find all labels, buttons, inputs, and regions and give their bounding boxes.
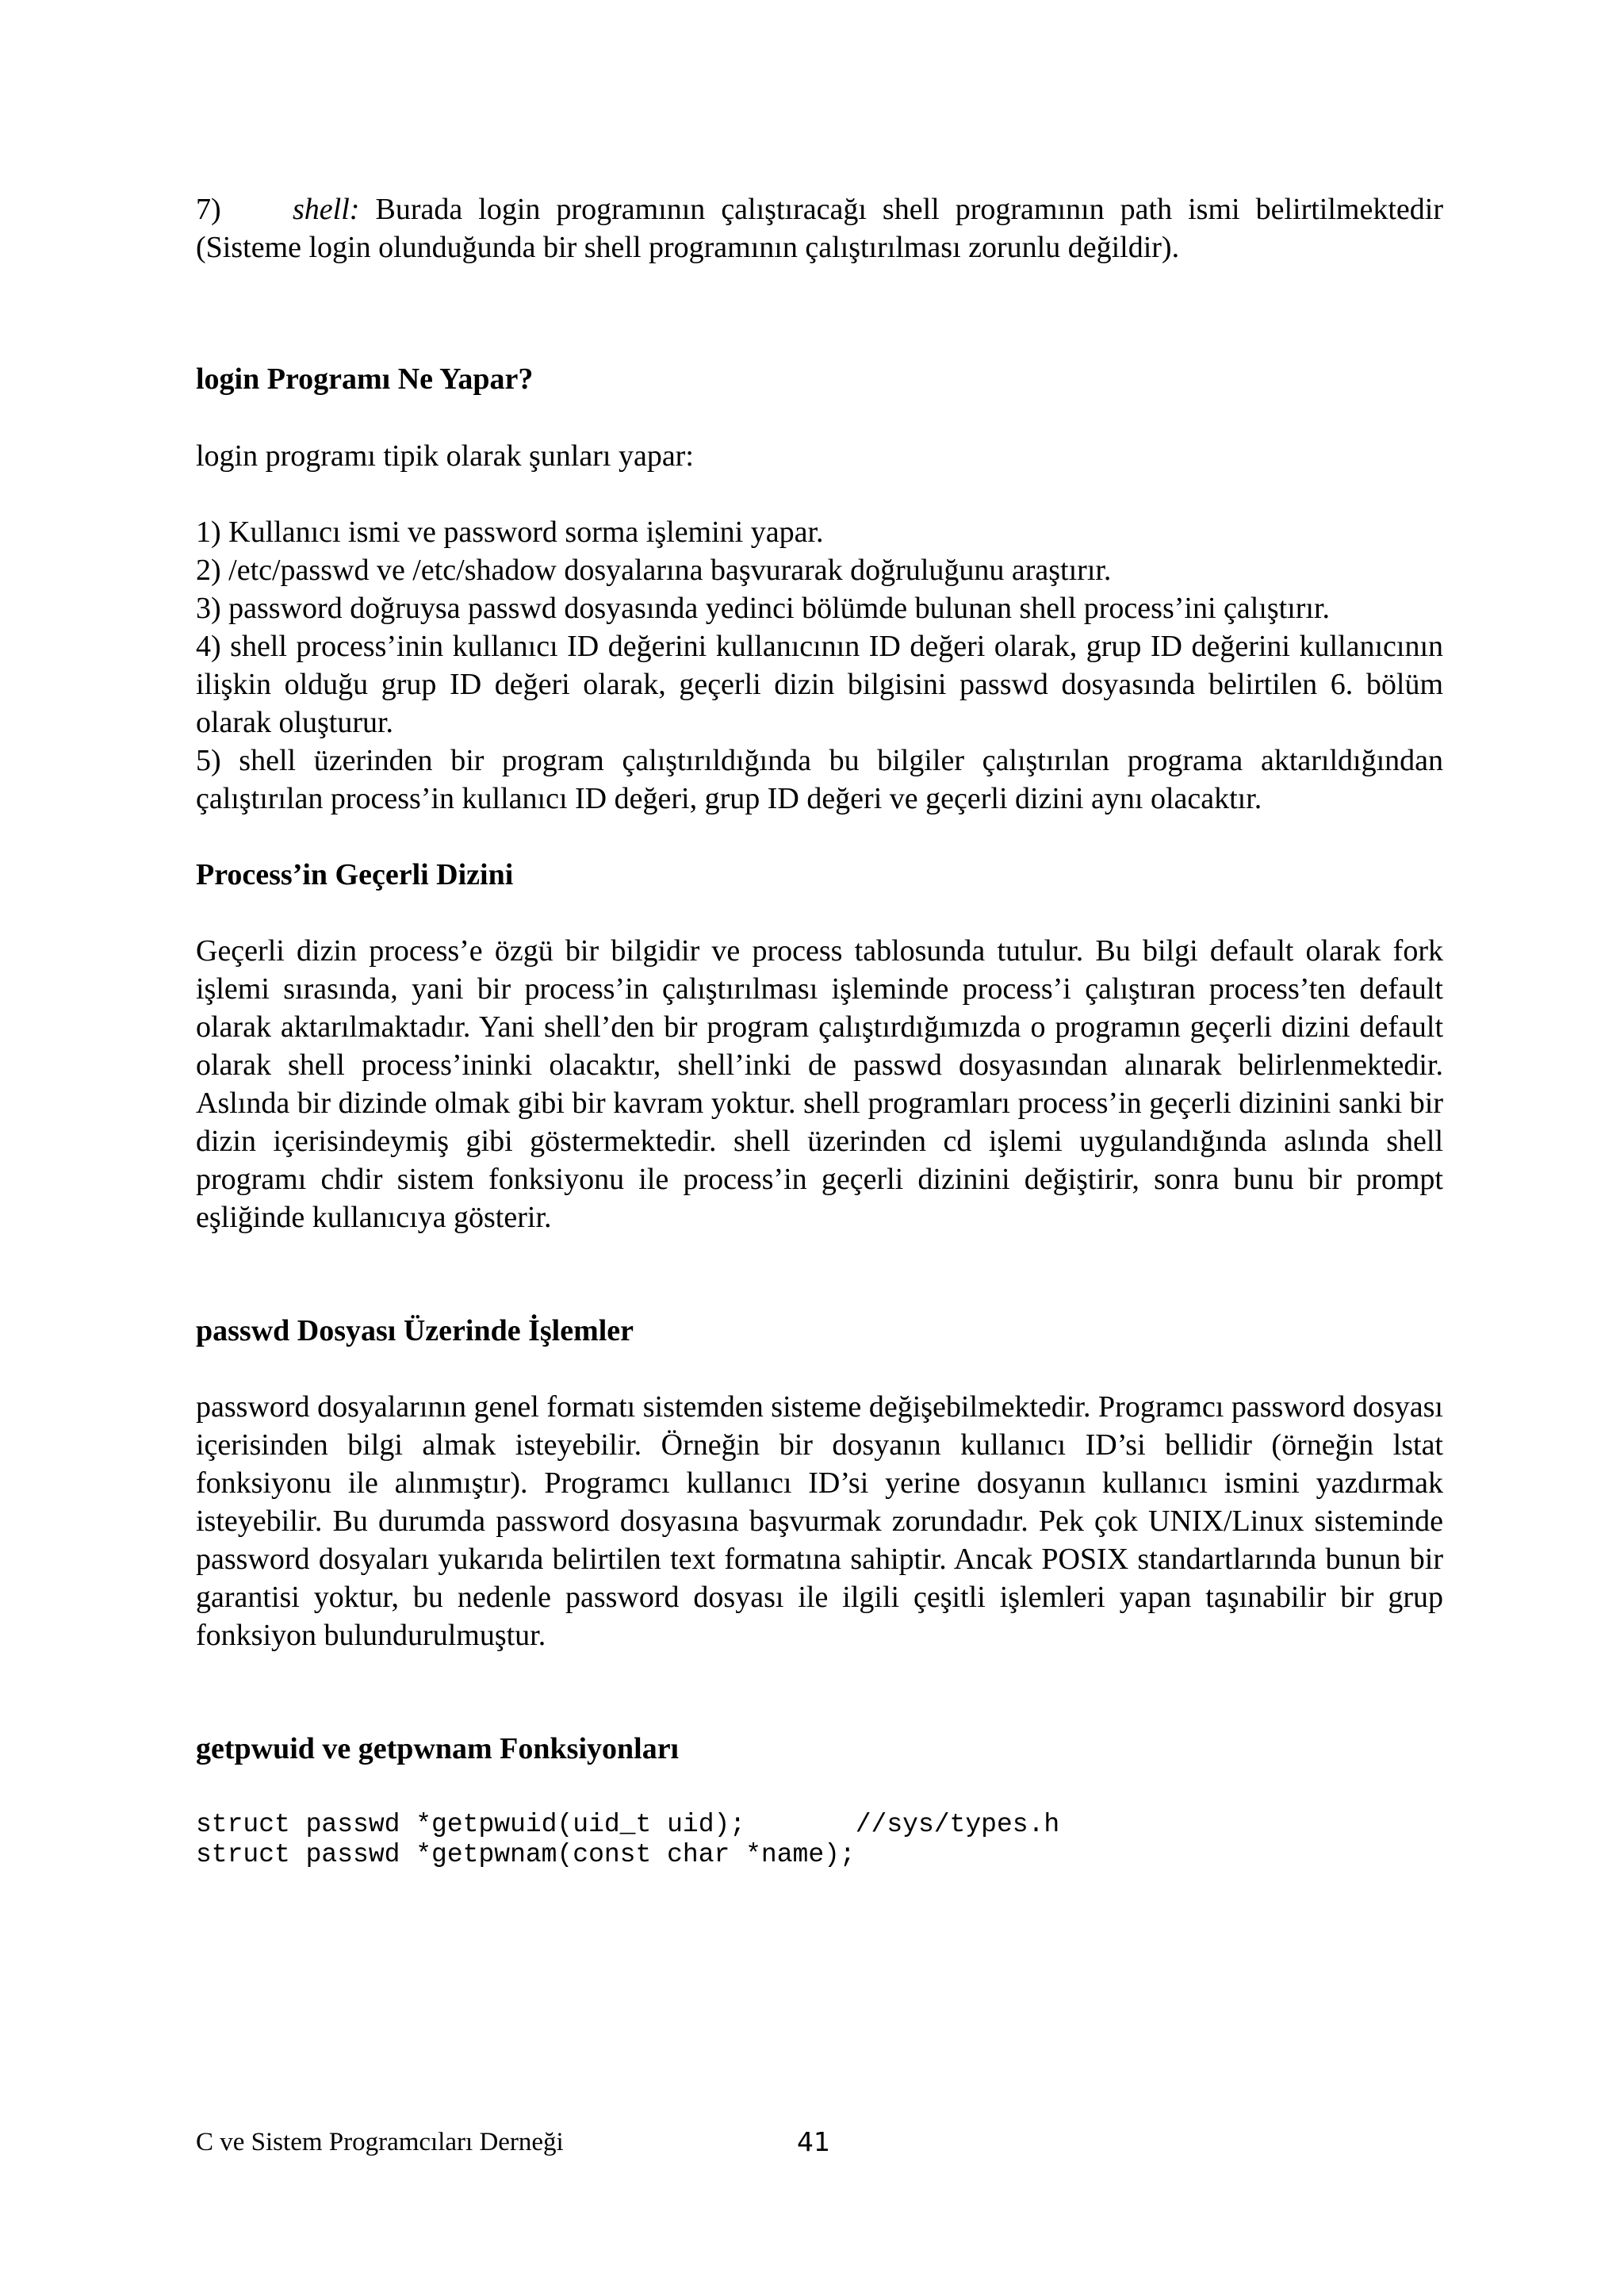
item7-label: 7) bbox=[196, 193, 221, 226]
login-step-4: 4) shell process’inin kullanıcı ID değerini kullanıcının ID değeri olarak, grup ID değerini kullanıcının ilişkin olduğu grup ID değeri olarak, geçerli dizin bilgisini passwd dosyasında belirtilen 6. bölüm olarak oluşturur. bbox=[196, 630, 1443, 739]
login-step-3: 3) password doğruysa passwd dosyasında yedinci bölümde bulunan shell process’ini çalıştırır. bbox=[196, 592, 1331, 625]
code-line-getpwnam: struct passwd *getpwnam(const char *name); bbox=[196, 1840, 856, 1869]
passwd-operations-paragraph: password dosyalarının genel formatı sistemden sisteme değişebilmektedir. Programcı password dosyası içerisinden bilgi almak isteyebilir. Örneğin bir dosyanın kullanıcı ID’si bellidir (örneğin lstat fonksiyonu ile alınmıştır). Programcı kullanıcı ID’si yerine dosyanın kullanıcı ismini yazdırmak isteyebilir. Bu durumda password dosyasına başvurmak zorundadır. Pek çok UNIX/Linux sisteminde password dosyaları yukarıda belirtilen text formatına sahiptir. Ancak POSIX standartlarında bunun bir garantisi yoktur, bu nedenle password dosyası ile ilgili çeşitli işlemleri yapan taşınabilir bir grup fonksiyon bulundurulmuştur. bbox=[196, 1390, 1443, 1652]
login-intro: login programı tipik olarak şunları yapar: bbox=[196, 439, 694, 473]
login-step-5: 5) shell üzerinden bir program çalıştırıldığında bu bilgiler çalıştırılan programa aktarıldığından çalıştırılan process’in kullanıcı ID değeri, grup ID değeri ve geçerli dizini aynı olacaktır. bbox=[196, 744, 1443, 815]
login-step-1: 1) Kullanıcı ismi ve password sorma işlemini yapar. bbox=[196, 516, 824, 549]
footer-page-number: 41 bbox=[797, 2126, 830, 2157]
page-content bbox=[196, 190, 1443, 1870]
heading-passwd-operations: passwd Dosyası Üzerinde İşlemler bbox=[196, 1314, 634, 1347]
current-directory-paragraph: Geçerli dizin process’e özgü bir bilgidir ve process tablosunda tutulur. Bu bilgi default olarak fork işlemi sırasında, yani bir process’in çalıştırılması işleminde process’i çalıştıran process’ten default olarak aktarılmaktadır. Yani shell’den bir program çalıştırdığımızda o programın geçerli dizini default olarak shell process’ininki olacaktır, shell’inki de passwd dosyasından alınarak belirlenmektedir. Aslında bir dizinde olmak gibi bir kavram yoktur. shell programları process’in geçerli dizinini sanki bir dizin içerisindeymiş gibi göstermektedir. shell üzerinden cd işlemi uygulandığında aslında shell programı chdir sistem fonksiyonu ile process’in geçerli dizinini değiştirir, sonra bunu bir prompt eşliğinde kullanıcıya gösterir. bbox=[196, 934, 1443, 1234]
heading-getpw-functions: getpwuid ve getpwnam Fonksiyonları bbox=[196, 1732, 680, 1765]
login-steps-list bbox=[196, 513, 1443, 818]
footer-organization: C ve Sistem Programcıları Derneği bbox=[196, 2128, 564, 2156]
login-step-2: 2) /etc/passwd ve /etc/shadow dosyalarına başvurarak doğruluğunu araştırır. bbox=[196, 554, 1112, 587]
item7-term: shell: bbox=[293, 193, 360, 226]
heading-current-directory: Process’in Geçerli Dizini bbox=[196, 858, 514, 891]
code-line-getpwuid: struct passwd *getpwuid(uid_t uid); //sys/types.h bbox=[196, 1810, 1060, 1839]
code-block bbox=[196, 1810, 1443, 1870]
item7-text: Burada login programının çalıştıracağı shell programının path ismi belirtilmektedir (Sisteme login olunduğunda bir shell programının çalıştırılması zorunlu değildir). bbox=[196, 193, 1443, 264]
item7-paragraph bbox=[196, 190, 1443, 266]
heading-login-program: login Programı Ne Yapar? bbox=[196, 362, 534, 396]
